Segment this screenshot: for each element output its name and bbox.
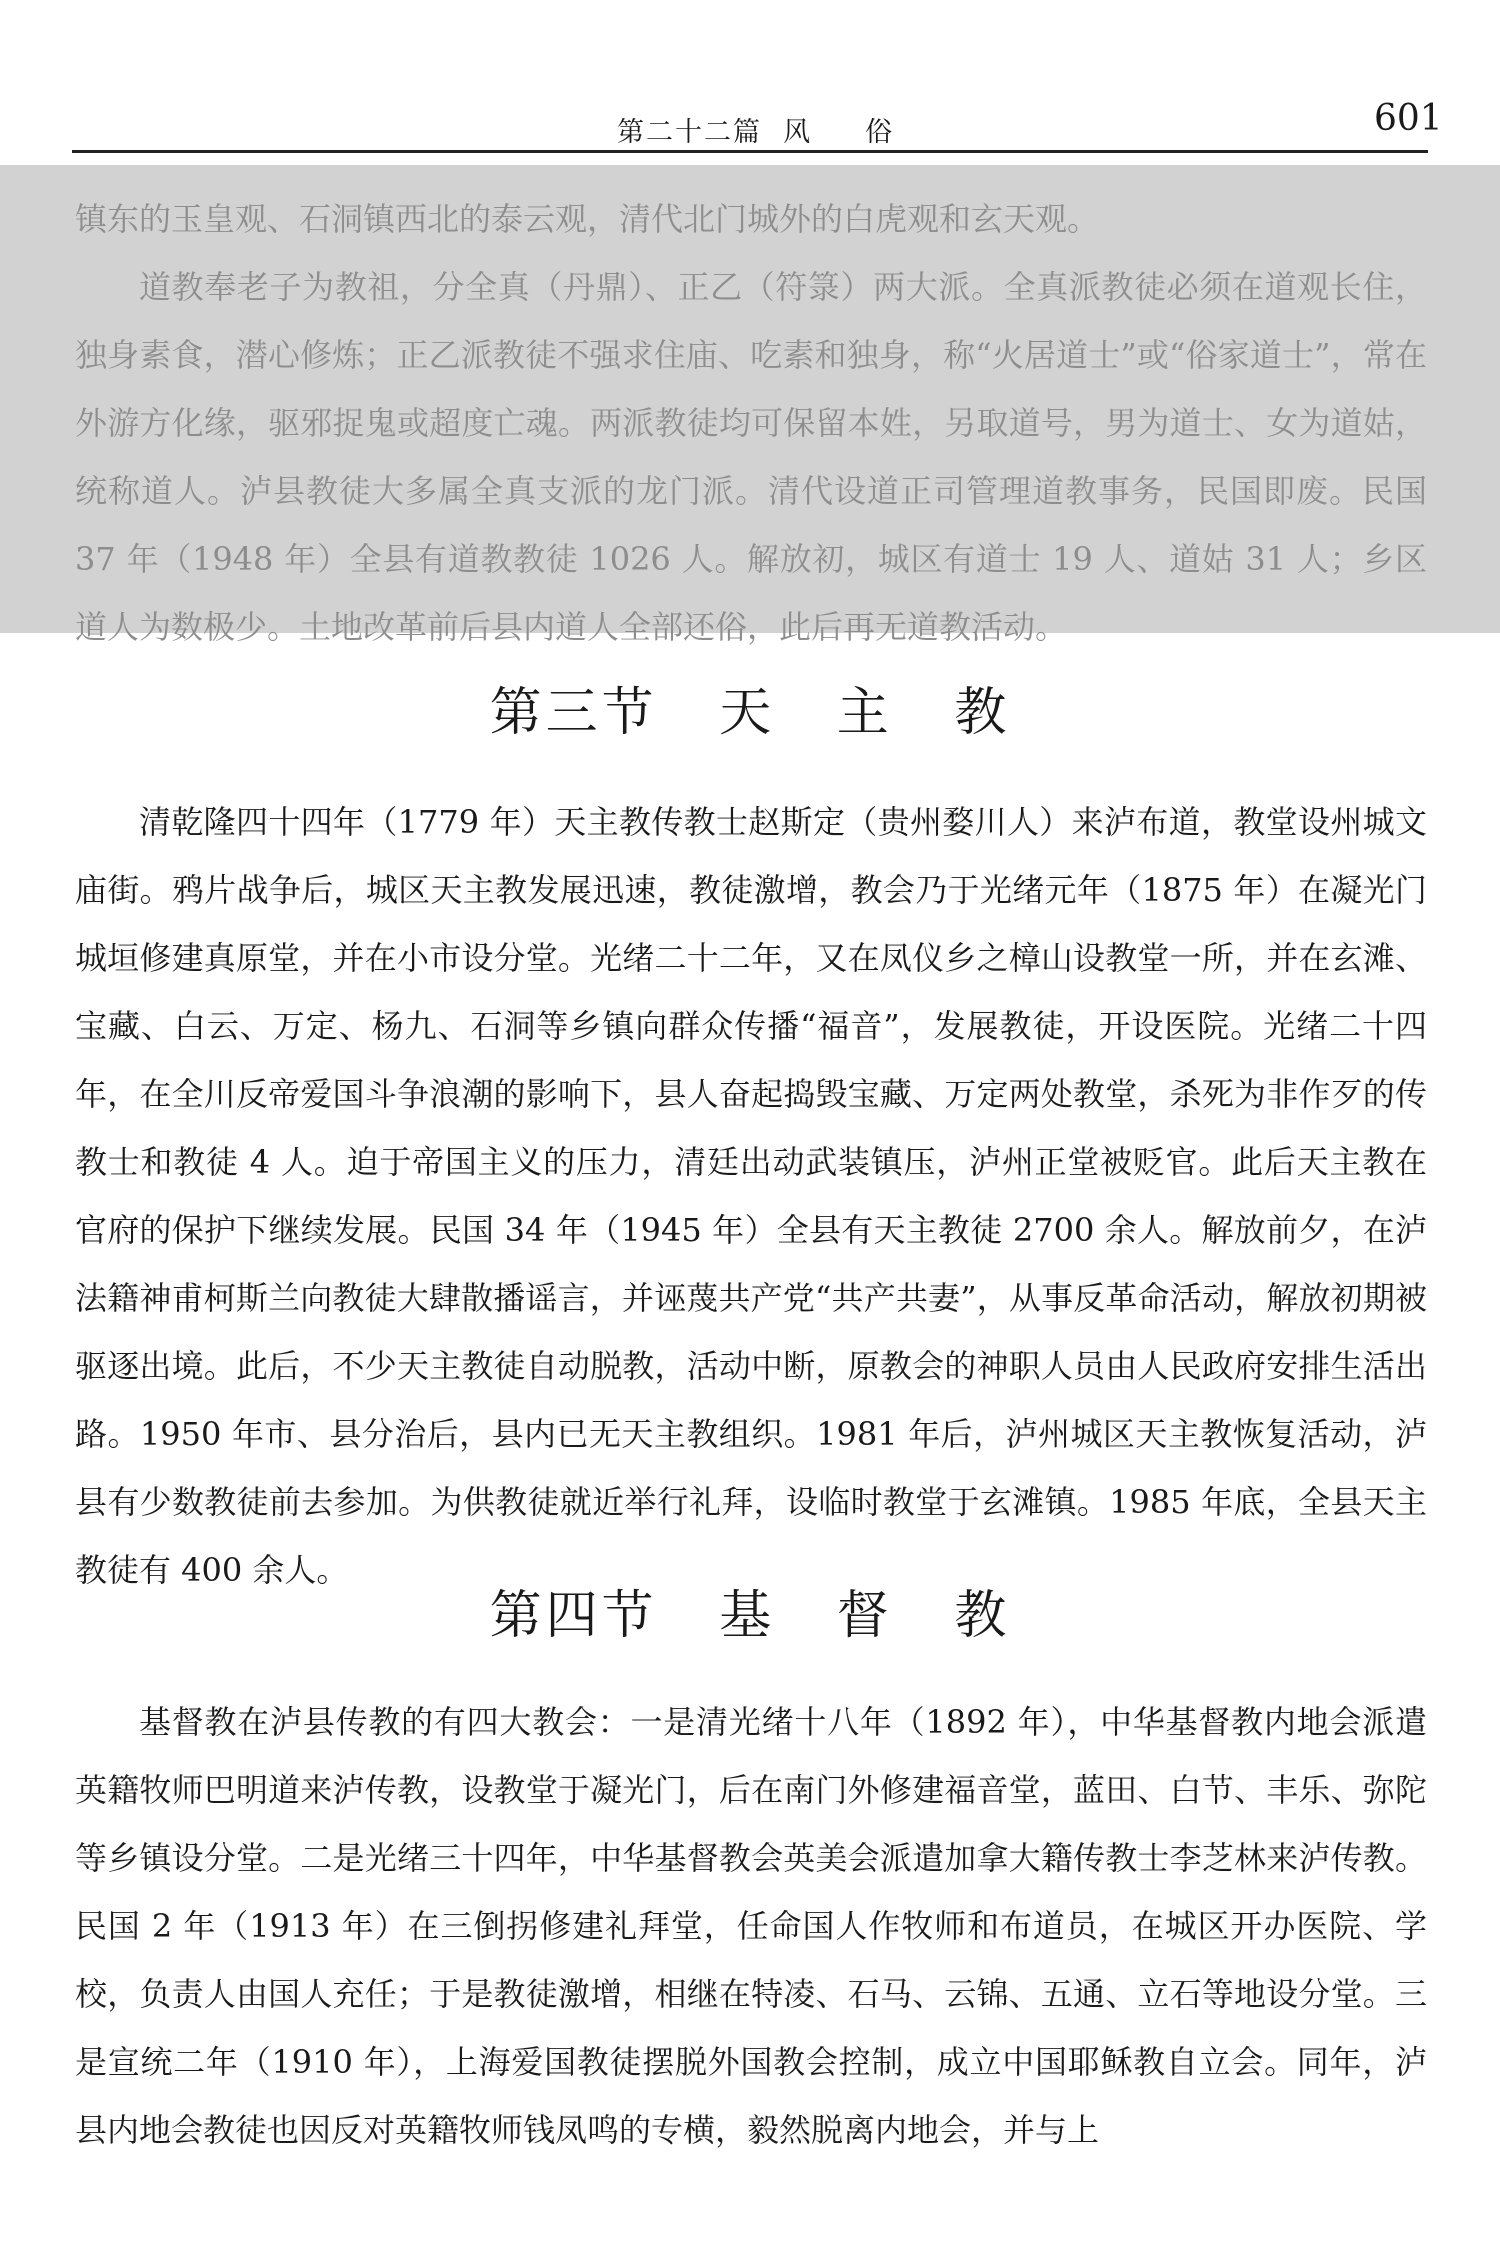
- page-number: 601: [1374, 98, 1443, 139]
- catholicism-paragraph: 清乾隆四十四年（1779 年）天主教传教士赵斯定（贵州婺川人）来泸布道，教堂设州城文庙街。鸦片战争后，城区天主教发展迅速，教徒激增，教会乃于光绪元年（1875 年）在凝光门城垣修建真原堂，并在小市设分堂。光绪二十二年，又在凤仪乡之樟山设教堂一所，并在玄滩、宝藏、白云、万定、杨九、石洞等乡镇向群众传播“福音”，发展教徒，开设医院。光绪二十四年，在全川反帝爱国斗争浪潮的影响下，县人奋起捣毁宝藏、万定两处教堂，杀死为非作歹的传教士和教徒 4 人。迫于帝国主义的压力，清廷出动武装镇压，泸州正堂被贬官。此后天主教在官府的保护下继续发展。民国 34 年（1945 年）全县有天主教徒 2700 余人。解放前夕，在泸法籍神甫柯斯兰向教徒大肆散播谣言，并诬蔑共产党“共产共妻”，从事反革命活动，解放初期被驱逐出境。此后，不少天主教徒自动脱教，活动中断，原教会的神职人员由人民政府安排生活出路。1950 年市、县分治后，县内已无天主教组织。1981 年后，泸州城区天主教恢复活动，泸县有少数教徒前去参加。为供教徒就近举行礼拜，设临时教堂于玄滩镇。1985 年底，全县天主教徒有 400 余人。: [75, 803, 1427, 1589]
- taoism-continuation-paragraph: 镇东的玉皇观、石洞镇西北的泰云观，清代北门城外的白虎观和玄天观。: [75, 200, 1100, 238]
- running-header: [72, 92, 1443, 152]
- header-rule: [72, 150, 1428, 153]
- section-heading-christianity: 第四节 基 督 教: [489, 1586, 1011, 1646]
- taoism-paragraph: 道教奉老子为教祖，分全真（丹鼎）、正乙（符箓）两大派。全真派教徒必须在道观长住，独身素食，潜心修炼；正乙派教徒不强求住庙、吃素和独身，称“火居道士”或“俗家道士”，常在外游方化缘，驱邪捉鬼或超度亡魂。两派教徒均可保留本姓，另取道号，男为道士、女为道姑，统称道人。泸县教徒大多属全真支派的龙门派。清代设道正司管理道教事务，民国即废。民国 37 年（1948 年）全县有道教教徒 1026 人。解放初，城区有道士 19 人、道姑 31 人；乡区道人为数极少。土地改革前后县内道人全部还俗，此后再无道教活动。: [75, 268, 1427, 646]
- running-head-title: 第二十二篇 风 俗: [617, 117, 895, 148]
- christianity-paragraph: 基督教在泸县传教的有四大教会：一是清光绪十八年（1892 年），中华基督教内地会派遣英籍牧师巴明道来泸传教，设教堂于凝光门，后在南门外修建福音堂，蓝田、白节、丰乐、弥陀等乡镇设分堂。二是光绪三十四年，中华基督教会英美会派遣加拿大籍传教士李芝林来泸传教。民国 2 年（1913 年）在三倒拐修建礼拜堂，任命国人作牧师和布道员，在城区开办医院、学校，负责人由国人充任；于是教徒激增，相继在特凌、石马、云锦、五通、立石等地设分堂。三是宣统二年（1910 年），上海爱国教徒摆脱外国教会控制，成立中国耶稣教自立会。同年，泸县内地会教徒也因反对英籍牧师钱凤鸣的专横，毅然脱离内地会，并与上: [75, 1703, 1427, 2149]
- shaded-taoism-block: [0, 165, 1500, 646]
- section-heading-catholicism: 第三节 天 主 教: [489, 683, 1011, 743]
